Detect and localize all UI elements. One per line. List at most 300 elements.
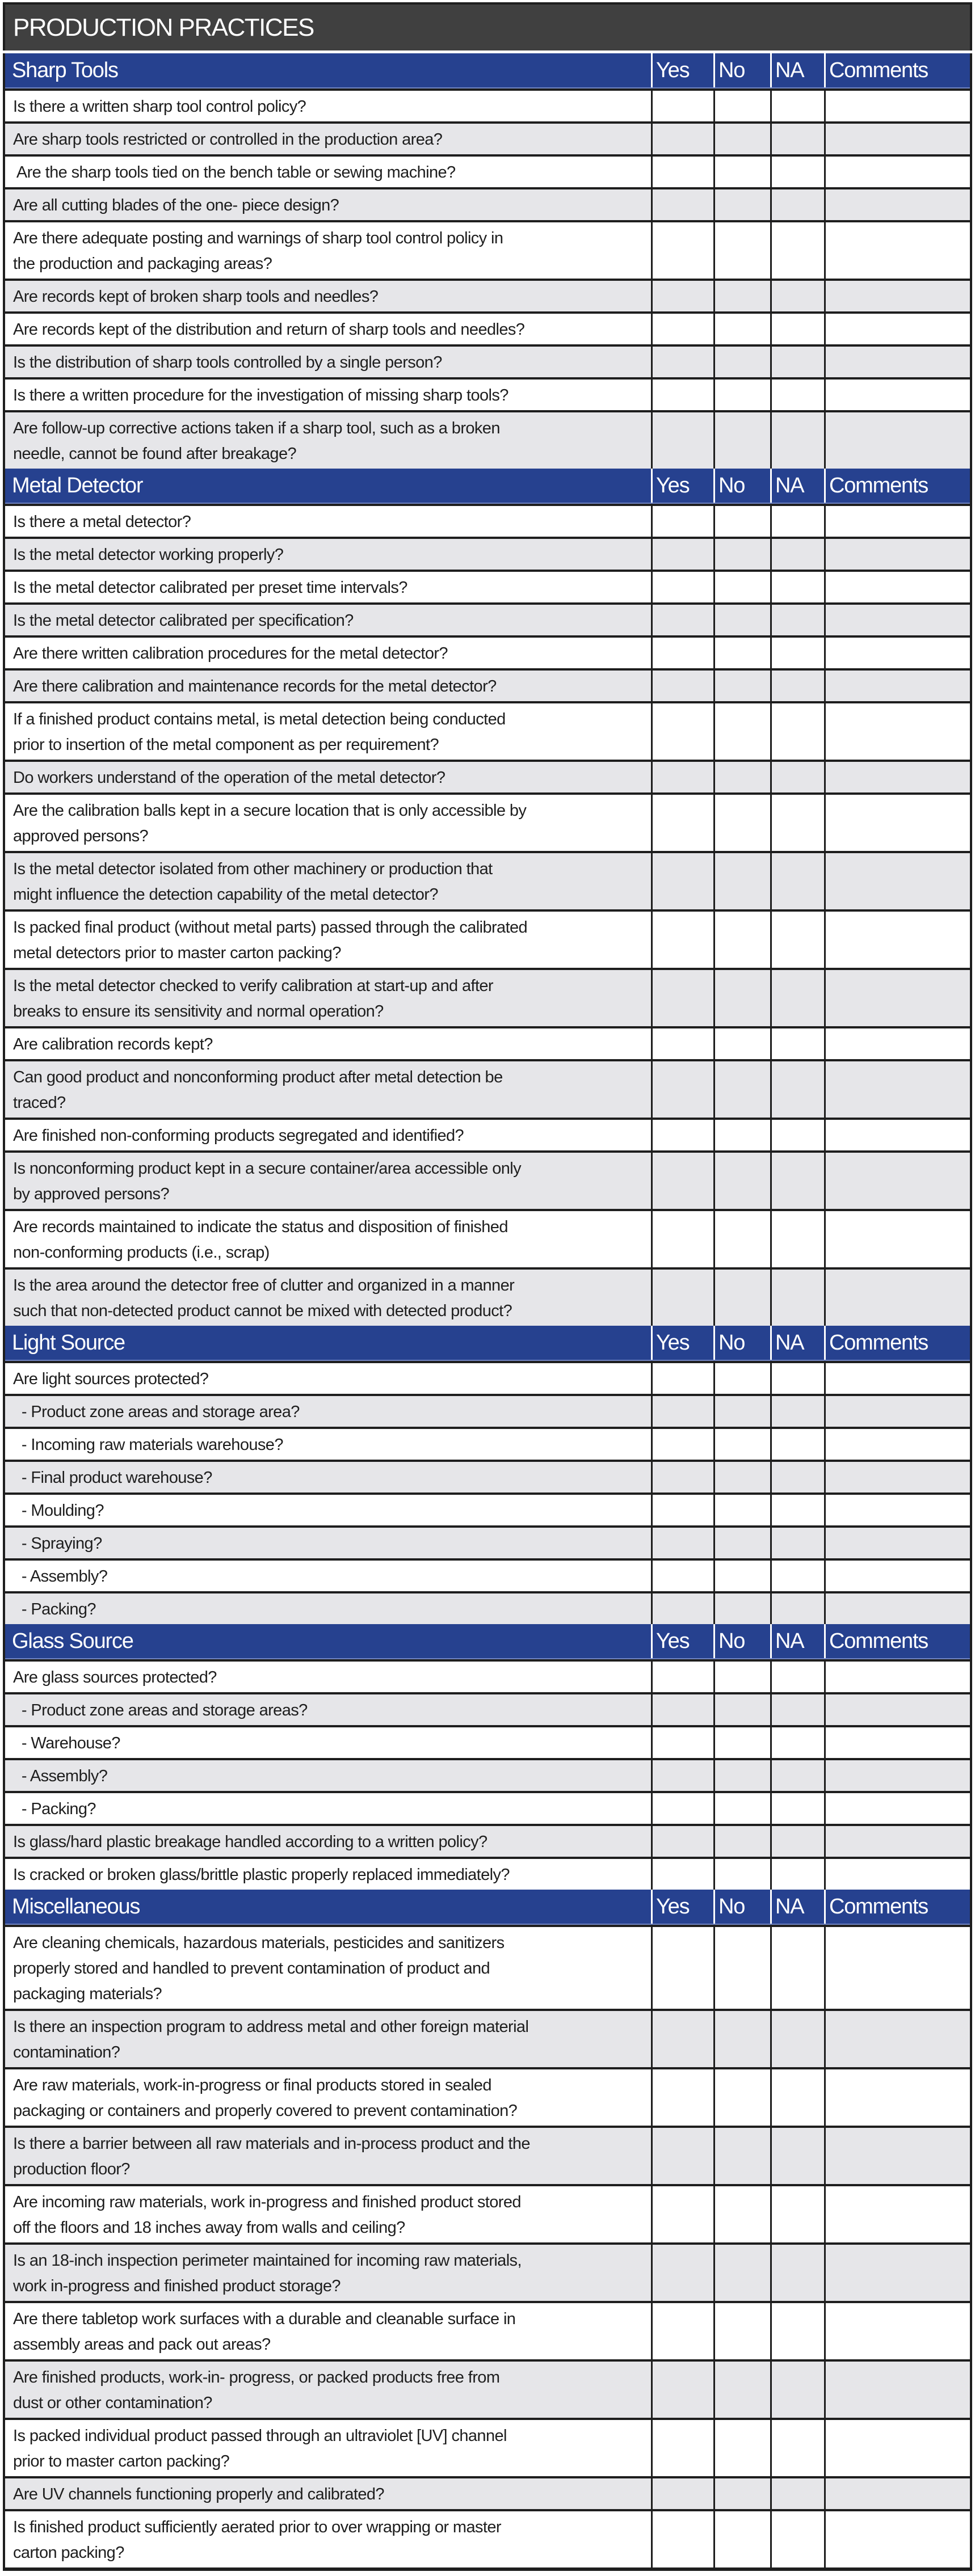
question-line: production floor? [13,2160,130,2178]
question-line: Is finished product sufficiently aerated prior to over wrapping or master [13,2518,501,2536]
no-cell[interactable] [713,1211,770,1267]
yes-cell[interactable] [651,1120,713,1150]
yes-cell[interactable] [651,2420,713,2476]
no-cell[interactable] [713,572,770,602]
na-cell[interactable] [770,1826,824,1857]
na-cell[interactable] [770,671,824,701]
comments-cell[interactable] [824,189,970,220]
no-cell[interactable] [713,2011,770,2067]
comments-cell[interactable] [824,2128,970,2184]
yes-cell[interactable] [651,703,713,760]
no-cell[interactable] [713,1270,770,1326]
section-header-light-source [5,1326,970,1361]
table-row [5,1059,970,1118]
yes-cell[interactable] [651,222,713,279]
table-row [5,1558,970,1591]
section-header-metal-detector [5,469,970,504]
yes-cell[interactable] [651,1153,713,1209]
comments-cell[interactable] [824,412,970,469]
question-text [5,380,651,410]
question-text [5,2069,651,2126]
comments-cell[interactable] [824,2186,970,2242]
no-cell[interactable] [713,795,770,851]
na-cell[interactable] [770,2128,824,2184]
yes-cell[interactable] [651,91,713,121]
question-line: Are finished non-conforming products segregated and identified? [13,1127,464,1145]
na-cell[interactable] [770,1662,824,1692]
no-cell[interactable] [713,506,770,537]
na-cell[interactable] [770,970,824,1026]
na-cell[interactable] [770,189,824,220]
yes-cell[interactable] [651,1694,713,1725]
comments-cell[interactable] [824,1120,970,1150]
question-text [5,1270,651,1326]
page-title: PRODUCTION PRACTICES [13,13,314,41]
comments-cell[interactable] [824,1153,970,1209]
no-cell[interactable] [713,91,770,121]
yes-cell[interactable] [651,1028,713,1059]
comments-cell[interactable] [824,1793,970,1824]
no-cell[interactable] [713,314,770,344]
section-title: Miscellaneous [12,1894,140,1919]
na-cell[interactable] [770,1429,824,1460]
question-line: properly stored and handled to prevent contamination of product and [13,1959,490,1978]
comments-cell[interactable] [824,1061,970,1118]
no-cell[interactable] [713,605,770,635]
yes-cell[interactable] [651,2186,713,2242]
na-cell[interactable] [770,380,824,410]
comments-cell[interactable] [824,1270,970,1326]
no-cell[interactable] [713,1120,770,1150]
na-cell[interactable] [770,1593,824,1624]
question-line: Are there tabletop work surfaces with a durable and cleanable surface in [13,2310,516,2328]
no-cell[interactable] [713,1396,770,1427]
question-text [5,605,651,635]
no-cell[interactable] [713,2128,770,2184]
no-cell[interactable] [713,189,770,220]
question-text [5,157,651,187]
yes-cell[interactable] [651,1396,713,1427]
table-row [5,1026,970,1059]
no-cell[interactable] [713,1462,770,1493]
no-cell[interactable] [713,1727,770,1758]
yes-cell[interactable] [651,1793,713,1824]
comments-cell[interactable] [824,970,970,1026]
table-row [5,2009,970,2067]
yes-cell[interactable] [651,2362,713,2418]
yes-cell[interactable] [651,2245,713,2301]
comments-cell[interactable] [824,1927,970,2009]
na-cell[interactable] [770,1061,824,1118]
no-cell[interactable] [713,970,770,1026]
na-cell[interactable] [770,638,824,668]
no-cell[interactable] [713,2069,770,2126]
comments-cell[interactable] [824,1462,970,1493]
yes-cell[interactable] [651,1363,713,1394]
no-cell[interactable] [713,1528,770,1558]
no-cell[interactable] [713,1593,770,1624]
question-line: Are cleaning chemicals, hazardous materials, pesticides and sanitizers [13,1934,505,1952]
question-line: - Spraying? [13,1534,102,1553]
no-cell[interactable] [713,762,770,792]
na-cell[interactable] [770,1727,824,1758]
yes-cell[interactable] [651,1826,713,1857]
table-row [5,635,970,668]
comments-cell[interactable] [824,2420,970,2476]
na-cell[interactable] [770,2303,824,2359]
yes-cell[interactable] [651,2303,713,2359]
comments-cell[interactable] [824,1826,970,1857]
comments-cell[interactable] [824,1028,970,1059]
question-line: packaging or containers and properly covered to prevent contamination? [13,2102,518,2120]
no-cell[interactable] [713,347,770,377]
question-text [5,1363,651,1394]
comments-cell[interactable] [824,1727,970,1758]
comments-cell[interactable] [824,912,970,968]
yes-cell[interactable] [651,572,713,602]
no-cell[interactable] [713,703,770,760]
na-cell[interactable] [770,1462,824,1493]
yes-cell[interactable] [651,1561,713,1591]
comments-cell[interactable] [824,1859,970,1890]
na-cell[interactable] [770,91,824,121]
yes-cell[interactable] [651,2511,713,2567]
question-line: Is the area around the detector free of clutter and organized in a manner [13,1276,515,1295]
no-cell[interactable] [713,1363,770,1394]
na-cell[interactable] [770,124,824,154]
comments-cell[interactable] [824,671,970,701]
yes-cell[interactable] [651,157,713,187]
no-cell[interactable] [713,222,770,279]
na-cell[interactable] [770,2186,824,2242]
no-cell[interactable] [713,1859,770,1890]
question-text [5,762,651,792]
yes-cell[interactable] [651,970,713,1026]
yes-cell[interactable] [651,912,713,968]
yes-cell[interactable] [651,671,713,701]
yes-cell[interactable] [651,1211,713,1267]
question-text [5,1793,651,1824]
table-row [5,2126,970,2184]
question-line: traced? [13,1094,66,1112]
comments-cell[interactable] [824,157,970,187]
comments-cell[interactable] [824,1593,970,1624]
na-cell[interactable] [770,703,824,760]
no-cell[interactable] [713,2511,770,2567]
na-cell[interactable] [770,2245,824,2301]
question-line: Are light sources protected? [13,1370,209,1388]
na-cell[interactable] [770,1028,824,1059]
na-cell[interactable] [770,762,824,792]
comments-cell[interactable] [824,222,970,279]
column-header-no: No [713,1890,770,1924]
table-row [5,1209,970,1267]
yes-cell[interactable] [651,1727,713,1758]
no-cell[interactable] [713,1495,770,1525]
comments-cell[interactable] [824,2245,970,2301]
table-row [5,851,970,909]
question-line: - Assembly? [13,1567,108,1586]
yes-cell[interactable] [651,124,713,154]
column-header-yes: Yes [651,53,713,87]
question-line: Are records kept of broken sharp tools and needles? [13,288,379,306]
yes-cell[interactable] [651,2128,713,2184]
yes-cell[interactable] [651,412,713,469]
na-cell[interactable] [770,1528,824,1558]
no-cell[interactable] [713,281,770,311]
yes-cell[interactable] [651,1528,713,1558]
na-cell[interactable] [770,1859,824,1890]
comments-cell[interactable] [824,2303,970,2359]
yes-cell[interactable] [651,1760,713,1791]
no-cell[interactable] [713,853,770,909]
na-cell[interactable] [770,795,824,851]
na-cell[interactable] [770,1396,824,1427]
comments-cell[interactable] [824,1396,970,1427]
na-cell[interactable] [770,157,824,187]
na-cell[interactable] [770,853,824,909]
question-line: prior to master carton packing? [13,2452,230,2470]
question-text [5,2245,651,2301]
question-line: - Packing? [13,1600,96,1618]
table-row [5,504,970,537]
comments-cell[interactable] [824,380,970,410]
question-line: prior to insertion of the metal component as per requirement? [13,736,439,754]
yes-cell[interactable] [651,2069,713,2126]
table-row [5,792,970,851]
no-cell[interactable] [713,1153,770,1209]
na-cell[interactable] [770,347,824,377]
no-cell[interactable] [713,1760,770,1791]
table-row [5,2242,970,2301]
na-cell[interactable] [770,605,824,635]
question-line: needle, cannot be found after breakage? [13,445,297,463]
no-cell[interactable] [713,1561,770,1591]
comments-cell[interactable] [824,572,970,602]
table-row [5,2418,970,2476]
yes-cell[interactable] [651,380,713,410]
na-cell[interactable] [770,2011,824,2067]
comments-cell[interactable] [824,703,970,760]
yes-cell[interactable] [651,1927,713,2009]
yes-cell[interactable] [651,1495,713,1525]
na-cell[interactable] [770,1760,824,1791]
question-line: Are there calibration and maintenance records for the metal detector? [13,677,497,695]
question-line: - Assembly? [13,1767,108,1785]
no-cell[interactable] [713,1028,770,1059]
yes-cell[interactable] [651,1061,713,1118]
na-cell[interactable] [770,222,824,279]
yes-cell[interactable] [651,347,713,377]
question-text [5,572,651,602]
na-cell[interactable] [770,2420,824,2476]
comments-cell[interactable] [824,1211,970,1267]
na-cell[interactable] [770,1211,824,1267]
na-cell[interactable] [770,2362,824,2418]
no-cell[interactable] [713,1826,770,1857]
na-cell[interactable] [770,1270,824,1326]
comments-cell[interactable] [824,2362,970,2418]
question-text [5,2511,651,2567]
no-cell[interactable] [713,1694,770,1725]
na-cell[interactable] [770,2511,824,2567]
yes-cell[interactable] [651,638,713,668]
comments-cell[interactable] [824,1495,970,1525]
comments-cell[interactable] [824,2069,970,2126]
question-line: Are the sharp tools tied on the bench table or sewing machine? [13,163,456,182]
na-cell[interactable] [770,2069,824,2126]
question-text [5,1826,651,1857]
na-cell[interactable] [770,1495,824,1525]
no-cell[interactable] [713,124,770,154]
na-cell[interactable] [770,572,824,602]
no-cell[interactable] [713,157,770,187]
na-cell[interactable] [770,1153,824,1209]
na-cell[interactable] [770,314,824,344]
comments-cell[interactable] [824,1662,970,1692]
comments-cell[interactable] [824,1561,970,1591]
yes-cell[interactable] [651,1270,713,1326]
yes-cell[interactable] [651,605,713,635]
na-cell[interactable] [770,2478,824,2509]
yes-cell[interactable] [651,762,713,792]
question-line: off the floors and 18 inches away from walls and ceiling? [13,2219,405,2237]
comments-cell[interactable] [824,2511,970,2567]
yes-cell[interactable] [651,1859,713,1890]
no-cell[interactable] [713,539,770,570]
question-text [5,703,651,760]
no-cell[interactable] [713,1662,770,1692]
question-line: Is the metal detector working properly? [13,546,284,564]
question-line: Is the metal detector calibrated per specification? [13,612,354,630]
question-text [5,539,651,570]
no-cell[interactable] [713,1061,770,1118]
question-line: - Packing? [13,1800,96,1818]
comments-cell[interactable] [824,124,970,154]
yes-cell[interactable] [651,1662,713,1692]
no-cell[interactable] [713,912,770,968]
yes-cell[interactable] [651,853,713,909]
yes-cell[interactable] [651,189,713,220]
column-header-yes: Yes [651,469,713,503]
question-text [5,1593,651,1624]
question-text [5,1211,651,1267]
no-cell[interactable] [713,671,770,701]
column-header-na: NA [770,469,824,503]
table-row [5,668,970,701]
question-line: Is the metal detector calibrated per preset time intervals? [13,579,407,597]
question-text [5,189,651,220]
question-line: Is there a barrier between all raw materials and in-process product and the [13,2135,530,2153]
yes-cell[interactable] [651,1462,713,1493]
yes-cell[interactable] [651,1429,713,1460]
table-row [5,602,970,635]
na-cell[interactable] [770,1793,824,1824]
na-cell[interactable] [770,1927,824,2009]
comments-cell[interactable] [824,281,970,311]
comments-cell[interactable] [824,1429,970,1460]
no-cell[interactable] [713,1793,770,1824]
comments-cell[interactable] [824,605,970,635]
na-cell[interactable] [770,412,824,469]
question-text [5,1120,651,1150]
table-row [5,968,970,1026]
question-line: Are records maintained to indicate the status and disposition of finished [13,1218,508,1236]
question-text [5,2362,651,2418]
yes-cell[interactable] [651,281,713,311]
no-cell[interactable] [713,2478,770,2509]
comments-cell[interactable] [824,795,970,851]
comments-cell[interactable] [824,91,970,121]
yes-cell[interactable] [651,2011,713,2067]
table-row [5,701,970,760]
na-cell[interactable] [770,281,824,311]
table-row [5,1791,970,1824]
na-cell[interactable] [770,1363,824,1394]
na-cell[interactable] [770,506,824,537]
section-title: Glass Source [12,1629,133,1653]
comments-cell[interactable] [824,1363,970,1394]
no-cell[interactable] [713,412,770,469]
table-row [5,2509,970,2567]
question-text [5,1495,651,1525]
na-cell[interactable] [770,1694,824,1725]
question-line: - Final product warehouse? [13,1469,212,1487]
column-header-comments: Comments [824,1890,970,1924]
comments-cell[interactable] [824,2011,970,2067]
comments-cell[interactable] [824,762,970,792]
comments-cell[interactable] [824,1760,970,1791]
comments-cell[interactable] [824,1528,970,1558]
comments-cell[interactable] [824,638,970,668]
question-text [5,2186,651,2242]
na-cell[interactable] [770,539,824,570]
yes-cell[interactable] [651,506,713,537]
yes-cell[interactable] [651,795,713,851]
yes-cell[interactable] [651,314,713,344]
no-cell[interactable] [713,2245,770,2301]
no-cell[interactable] [713,2303,770,2359]
comments-cell[interactable] [824,1694,970,1725]
comments-cell[interactable] [824,347,970,377]
no-cell[interactable] [713,380,770,410]
question-text [5,1760,651,1791]
comments-cell[interactable] [824,2478,970,2509]
comments-cell[interactable] [824,539,970,570]
no-cell[interactable] [713,2186,770,2242]
comments-cell[interactable] [824,314,970,344]
question-text [5,2011,651,2067]
yes-cell[interactable] [651,1593,713,1624]
yes-cell[interactable] [651,2478,713,2509]
na-cell[interactable] [770,1561,824,1591]
na-cell[interactable] [770,1120,824,1150]
na-cell[interactable] [770,912,824,968]
no-cell[interactable] [713,1927,770,2009]
no-cell[interactable] [713,2362,770,2418]
question-line: Is there a metal detector? [13,513,191,531]
no-cell[interactable] [713,2420,770,2476]
production-practices-checklist [3,2,972,2571]
no-cell[interactable] [713,638,770,668]
question-text [5,2420,651,2476]
yes-cell[interactable] [651,539,713,570]
no-cell[interactable] [713,1429,770,1460]
question-text [5,2478,651,2509]
table-row [5,570,970,602]
comments-cell[interactable] [824,506,970,537]
comments-cell[interactable] [824,853,970,909]
